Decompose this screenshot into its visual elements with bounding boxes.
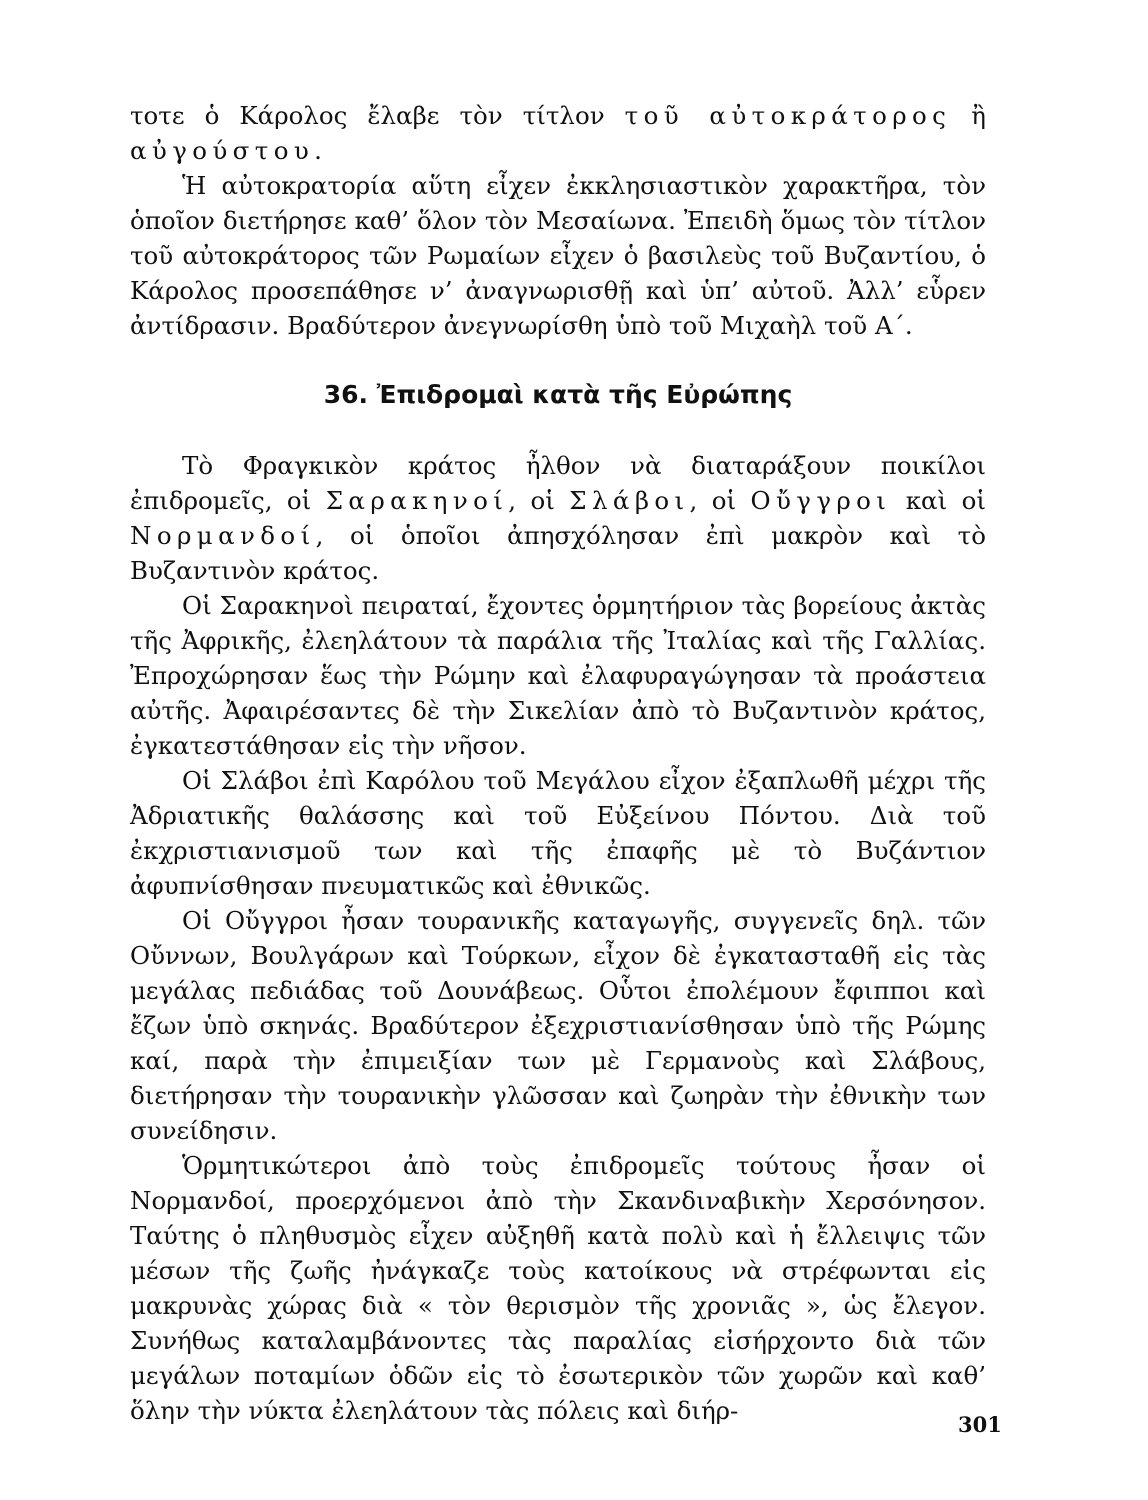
spaced-term: Σλάβοι xyxy=(569,486,690,515)
text-run: καὶ οἱ xyxy=(891,486,986,515)
text-run: ἢ xyxy=(951,101,986,130)
paragraph: Ἡ αὐτοκρατορία αὕτη εἶχεν ἐκκλησιαστικὸν χαρακτῆρα, τὸν ὁποῖον διετήρησε καθ’ ὅλον τὸν Μεσαίωνα. Ἐπειδὴ ὅμως τὸν τίτλον τοῦ αὐτοκράτορος τῶν Ρωμαίων εἶχεν ὁ βασιλεὺς τοῦ Βυζαντίου, ὁ Κάρολος προσεπάθησε ν’ ἀναγνωρισθῇ καὶ ὑπ’ αὐτοῦ. Ἀλλ’ εὗρεν ἀντίδρασιν. Βραδύτερον ἀνεγνωρίσθη ὑπὸ τοῦ Μιχαὴλ τοῦ Α΄. xyxy=(130,171,986,340)
paragraph xyxy=(130,448,986,588)
text-run: , οἱ ὁποῖοι ἀπησχόλησαν ἐπὶ μακρὸν καὶ τὸ Βυζαντινὸν κράτος. xyxy=(130,521,986,585)
paragraph: Οἱ Σλάβοι ἐπὶ Καρόλου τοῦ Μεγάλου εἶχον ἐξαπλωθῆ μέχρι τῆς Ἀδριατικῆς θαλάσσης καὶ τοῦ Εὐξείνου Πόντου. Διὰ τοῦ ἐκχριστιανισμοῦ των καὶ τῆς ἐπαφῆς μὲ τὸ Βυζάντιον ἀφυπνίσθησαν πνευματικῶς καὶ ἐθνικῶς. xyxy=(130,766,986,900)
text-run: Τὸ Φραγκικὸν κράτος ἦλθον νὰ διαταράξουν ποικίλοι ἐπιδρομεῖς, οἱ xyxy=(130,451,986,515)
text-run: . xyxy=(314,136,322,165)
paragraph-continuation xyxy=(130,98,986,168)
paragraph: Ὁρμητικώτεροι ἀπὸ τοὺς ἐπιδρομεῖς τούτους ἦσαν οἱ Νορμανδοί, προερχόμενοι ἀπὸ τὴν Σκανδιναβικὴν Χερσόνησον. Ταύτης ὁ πληθυσμὸς εἶχεν αὐξηθῆ κατὰ πολὺ καὶ ἡ ἔλλειψις τῶν μέσων τῆς ζωῆς ἠνάγκαζε τοὺς κατοίκους νὰ στρέφωνται εἰς μακρυνὰς χώρας διὰ « τὸν θερισμὸν τῆς χρονιᾶς », ὡς ἔλεγον. Συνήθως καταλαμβάνοντες τὰς παραλίας εἰσήρχοντο διὰ τῶν μεγάλων ποταμίων ὁδῶν εἰς τὸ ἐσωτερικὸν τῶν χωρῶν καὶ καθ’ ὅλην τὴν νύκτα ἐλεηλάτουν τὰς πόλεις καὶ διήρ- xyxy=(130,1151,986,1425)
text-run: , οἱ xyxy=(689,486,751,515)
section-heading: 36. Ἐπιδρομαὶ κατὰ τῆς Εὐρώπης xyxy=(323,380,793,409)
page-number: 301 xyxy=(958,1412,1002,1437)
spaced-term: Σαρακηνοί xyxy=(325,486,509,515)
spaced-term: αὐγούστου xyxy=(130,136,315,165)
spaced-term: τοῦ αὐτοκράτορος xyxy=(624,101,952,130)
page-body xyxy=(130,98,986,1428)
text-run: , οἱ xyxy=(508,486,570,515)
text-run: τοτε ὁ Κάρολος ἔλαβε τὸν τίτλον xyxy=(130,101,625,130)
spaced-term: Νορμανδοί xyxy=(130,521,316,550)
paragraph: Οἱ Σαρακηνοὶ πειραταί, ἔχοντες ὁρμητήριον τὰς βορείους ἀκτὰς τῆς Ἀφρικῆς, ἐλεηλάτουν τὰ παράλια τῆς Ἰταλίας καὶ τῆς Γαλλίας. Ἐπροχώρησαν ἕως τὴν Ρώμην καὶ ἐλαφυραγώγησαν τὰ προάστεια αὐτῆς. Ἀφαιρέσαντες δὲ τὴν Σικελίαν ἀπὸ τὸ Βυζαντινὸν κράτος, ἐγκατεστάθησαν εἰς τὴν νῆσον. xyxy=(130,591,986,760)
spaced-term: Οὔγγροι xyxy=(750,486,892,515)
paragraph: Οἱ Οὔγγροι ἦσαν τουρανικῆς καταγωγῆς, συγγενεῖς δηλ. τῶν Οὔννων, Βουλγάρων καὶ Τούρκων, εἶχον δὲ ἐγκατασταθῆ εἰς τὰς μεγάλας πεδιάδας τοῦ Δουνάβεως. Οὗτοι ἐπολέμουν ἔφιπποι καὶ ἔζων ὑπὸ σκηνάς. Βραδύτερον ἐξεχριστιανίσθησαν ὑπὸ τῆς Ρώμης καί, παρὰ τὴν ἐπιμειξίαν των μὲ Γερμανοὺς καὶ Σλάβους, διετήρησαν τὴν τουρανικὴν γλῶσσαν καὶ ζωηρὰν τὴν ἐθνικὴν των συνείδησιν. xyxy=(130,906,986,1145)
